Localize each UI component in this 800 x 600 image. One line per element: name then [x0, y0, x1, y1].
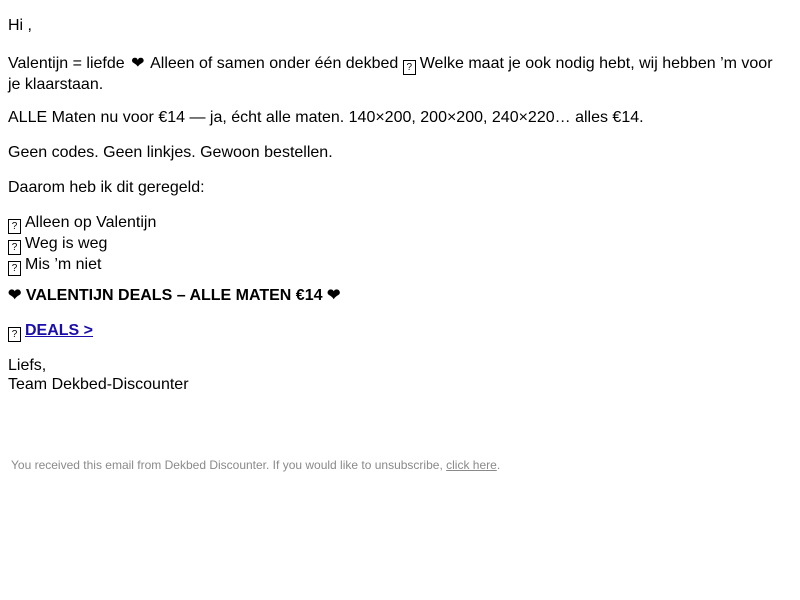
check-emoji-icon: ? [8, 261, 21, 276]
footer [11, 457, 500, 473]
offer-line: ALLE Maten nu voor €14 — ja, écht alle maten. 140×200, 200×200, 240×220… alles €14. [8, 109, 644, 126]
deals-link-row [8, 321, 776, 342]
signoff [8, 356, 776, 394]
intro-paragraph [8, 54, 776, 94]
checklist-item-label: Alleen op Valentijn [25, 214, 157, 231]
checklist-item-label: Mis ’m niet [25, 256, 102, 273]
pointer-emoji-icon: ? [8, 327, 21, 342]
footer-text: You received this email from Dekbed Discounter. If you would like to unsubscribe, [11, 458, 443, 472]
intro-text-1: Valentijn = liefde [8, 55, 125, 72]
signoff-line: Liefs, [8, 357, 47, 374]
checklist-item [8, 255, 776, 276]
greeting: Hi , [8, 17, 32, 34]
check-emoji-icon: ? [8, 240, 21, 255]
intro-text-2: Alleen of samen onder één dekbed [150, 55, 399, 72]
intro-text-3: Welke maat je ook nodig hebt, wij hebben ’m voor je klaarstaan. [8, 55, 773, 93]
no-codes-line: Geen codes. Geen linkjes. Gewoon bestellen. [8, 144, 333, 161]
checklist [8, 213, 776, 276]
checklist-item-label: Weg is weg [25, 235, 108, 252]
unsubscribe-link[interactable]: click here [446, 458, 497, 472]
checklist-item [8, 213, 776, 234]
arranged-line: Daarom heb ik dit geregeld: [8, 179, 205, 196]
signoff-team: Team Dekbed-Discounter [8, 376, 189, 393]
missing-emoji-icon: ? [403, 60, 416, 75]
check-emoji-icon: ? [8, 219, 21, 234]
heart-icon: ❤ [8, 287, 22, 304]
deals-link[interactable]: DEALS > [25, 322, 94, 339]
deals-heading [8, 286, 776, 305]
checklist-item [8, 234, 776, 255]
heart-icon: ❤ [131, 55, 145, 72]
deals-heading-text: VALENTIJN DEALS – ALLE MATEN €14 [25, 287, 323, 304]
footer-end: . [496, 458, 501, 472]
heart-icon: ❤ [326, 287, 341, 304]
